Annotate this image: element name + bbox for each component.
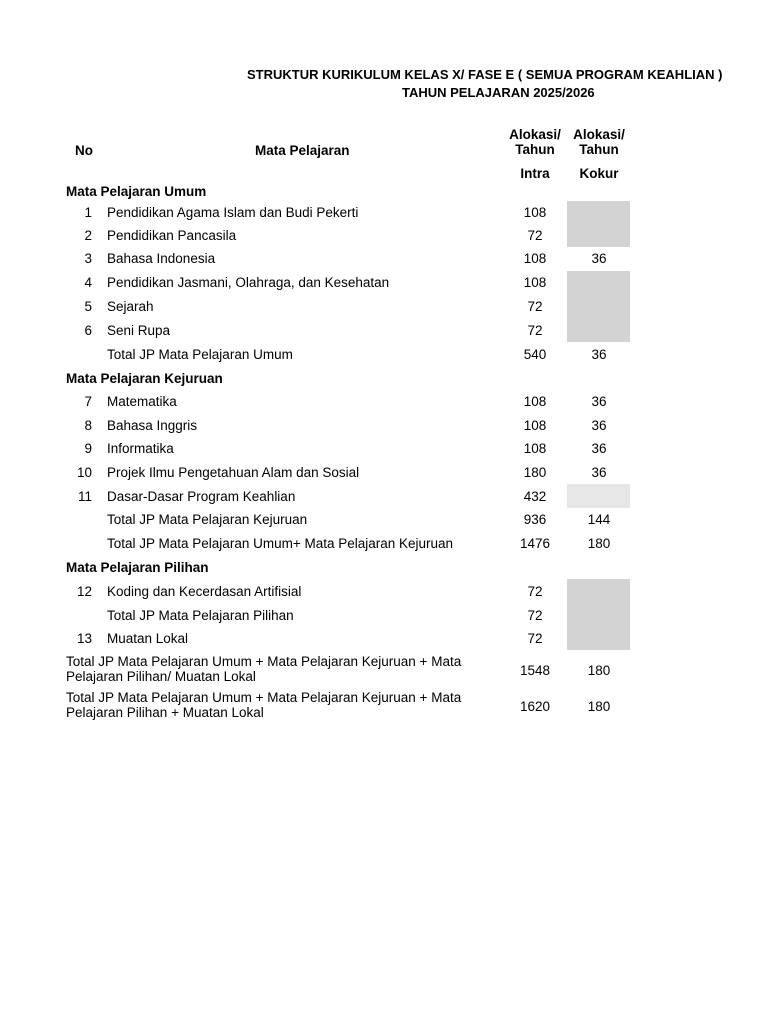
row-no: 12 [76, 584, 92, 599]
row-no: 7 [84, 394, 92, 409]
row-intra: 108 [523, 441, 547, 456]
row-intra: 432 [523, 489, 547, 504]
table-row [0, 461, 768, 484]
section-row [0, 367, 768, 390]
grand-total-1-label: Total JP Mata Pelajaran Umum + Mata Pelajaran Kejuruan + Mata Pelajaran Pilihan/ Muatan Lokal [66, 654, 462, 684]
row-subject: Muatan Lokal [107, 631, 189, 646]
total-row [0, 508, 768, 531]
header-no: No [75, 143, 93, 158]
header-alloc-intra: Alokasi/ Tahun [509, 127, 561, 157]
row-intra: 72 [527, 228, 543, 243]
row-no: 13 [76, 631, 92, 646]
table-row [0, 627, 768, 650]
grand-total-1-intra: 1548 [519, 663, 551, 678]
table-row [0, 319, 768, 342]
row-subject: Projek Ilmu Pengetahuan Alam dan Sosial [107, 465, 360, 480]
header-intra: Intra [520, 166, 550, 181]
row-subject: Pendidikan Agama Islam dan Budi Pekerti [107, 205, 359, 220]
row-no: 9 [84, 441, 92, 456]
row-no: 3 [84, 251, 92, 266]
row-subject: Sejarah [107, 299, 154, 314]
grand-total-row [0, 690, 768, 724]
table-row [0, 247, 768, 270]
grand-total-2-intra: 1620 [519, 699, 551, 714]
table-row [0, 224, 768, 247]
header-alloc-kokur: Alokasi/ Tahun [573, 127, 625, 157]
row-subject: Koding dan Kecerdasan Artifisial [107, 584, 302, 599]
total-kejuruan-intra: 936 [523, 512, 547, 527]
total-pilihan-intra: 72 [527, 608, 543, 623]
table-row [0, 271, 768, 294]
row-kokur: 36 [591, 441, 607, 456]
row-subject: Dasar-Dasar Program Keahlian [107, 489, 296, 504]
total-umum-kejuruan-label: Total JP Mata Pelajaran Umum+ Mata Pelajaran Kejuruan [107, 536, 454, 551]
row-kokur: 36 [591, 251, 607, 266]
section-kejuruan-label: Mata Pelajaran Kejuruan [66, 371, 223, 386]
row-intra: 108 [523, 275, 547, 290]
table-row [0, 580, 768, 603]
table-row [0, 295, 768, 318]
row-subject: Pendidikan Pancasila [107, 228, 237, 243]
row-kokur: 36 [591, 465, 607, 480]
row-intra: 72 [527, 323, 543, 338]
total-umum-kejuruan-kokur: 180 [587, 536, 611, 551]
section-row [0, 180, 768, 203]
row-intra: 108 [523, 205, 547, 220]
row-intra: 180 [523, 465, 547, 480]
total-row [0, 343, 768, 366]
row-no: 1 [84, 205, 92, 220]
row-no: 10 [76, 465, 92, 480]
section-umum-label: Mata Pelajaran Umum [66, 184, 207, 199]
grand-total-2-label: Total JP Mata Pelajaran Umum + Mata Pelajaran Kejuruan + Mata Pelajaran Pilihan + Muatan Lokal [66, 690, 462, 720]
row-subject: Bahasa Indonesia [107, 251, 216, 266]
row-no: 8 [84, 418, 92, 433]
total-pilihan-label: Total JP Mata Pelajaran Pilihan [107, 608, 294, 623]
row-subject: Pendidikan Jasmani, Olahraga, dan Kesehatan [107, 275, 390, 290]
row-no: 11 [77, 489, 92, 504]
total-umum-label: Total JP Mata Pelajaran Umum [107, 347, 293, 362]
section-row [0, 556, 768, 579]
page-title: STRUKTUR KURIKULUM KELAS X/ FASE E ( SEMUA PROGRAM KEAHLIAN ) [247, 67, 723, 82]
grand-total-row [0, 654, 768, 688]
table-row [0, 485, 768, 508]
row-intra: 108 [523, 251, 547, 266]
section-pilihan-label: Mata Pelajaran Pilihan [66, 560, 209, 575]
grand-total-1-kokur: 180 [587, 663, 611, 678]
row-no: 6 [84, 323, 92, 338]
header-kokur: Kokur [579, 166, 619, 181]
table-row [0, 437, 768, 460]
row-intra: 72 [527, 631, 543, 646]
header-subject: Mata Pelajaran [255, 143, 350, 158]
grand-total-2-kokur: 180 [587, 699, 611, 714]
row-subject: Informatika [107, 441, 174, 456]
row-subject: Seni Rupa [107, 323, 171, 338]
total-umum-kejuruan-intra: 1476 [519, 536, 551, 551]
total-row [0, 604, 768, 627]
table-row [0, 390, 768, 413]
row-kokur: 36 [591, 418, 607, 433]
row-no: 5 [84, 299, 92, 314]
row-intra: 72 [527, 299, 543, 314]
row-kokur: 36 [591, 394, 607, 409]
row-subject: Bahasa Inggris [107, 418, 198, 433]
table-row [0, 201, 768, 224]
total-kejuruan-kokur: 144 [587, 512, 611, 527]
row-no: 4 [84, 275, 92, 290]
row-intra: 72 [527, 584, 543, 599]
table-row [0, 414, 768, 437]
total-umum-intra: 540 [523, 347, 547, 362]
page-subtitle: TAHUN PELAJARAN 2025/2026 [402, 85, 595, 100]
total-kejuruan-label: Total JP Mata Pelajaran Kejuruan [107, 512, 308, 527]
total-umum-kokur: 36 [591, 347, 607, 362]
total-row [0, 532, 768, 555]
row-intra: 108 [523, 394, 547, 409]
row-no: 2 [84, 228, 92, 243]
row-intra: 108 [523, 418, 547, 433]
row-subject: Matematika [107, 394, 177, 409]
